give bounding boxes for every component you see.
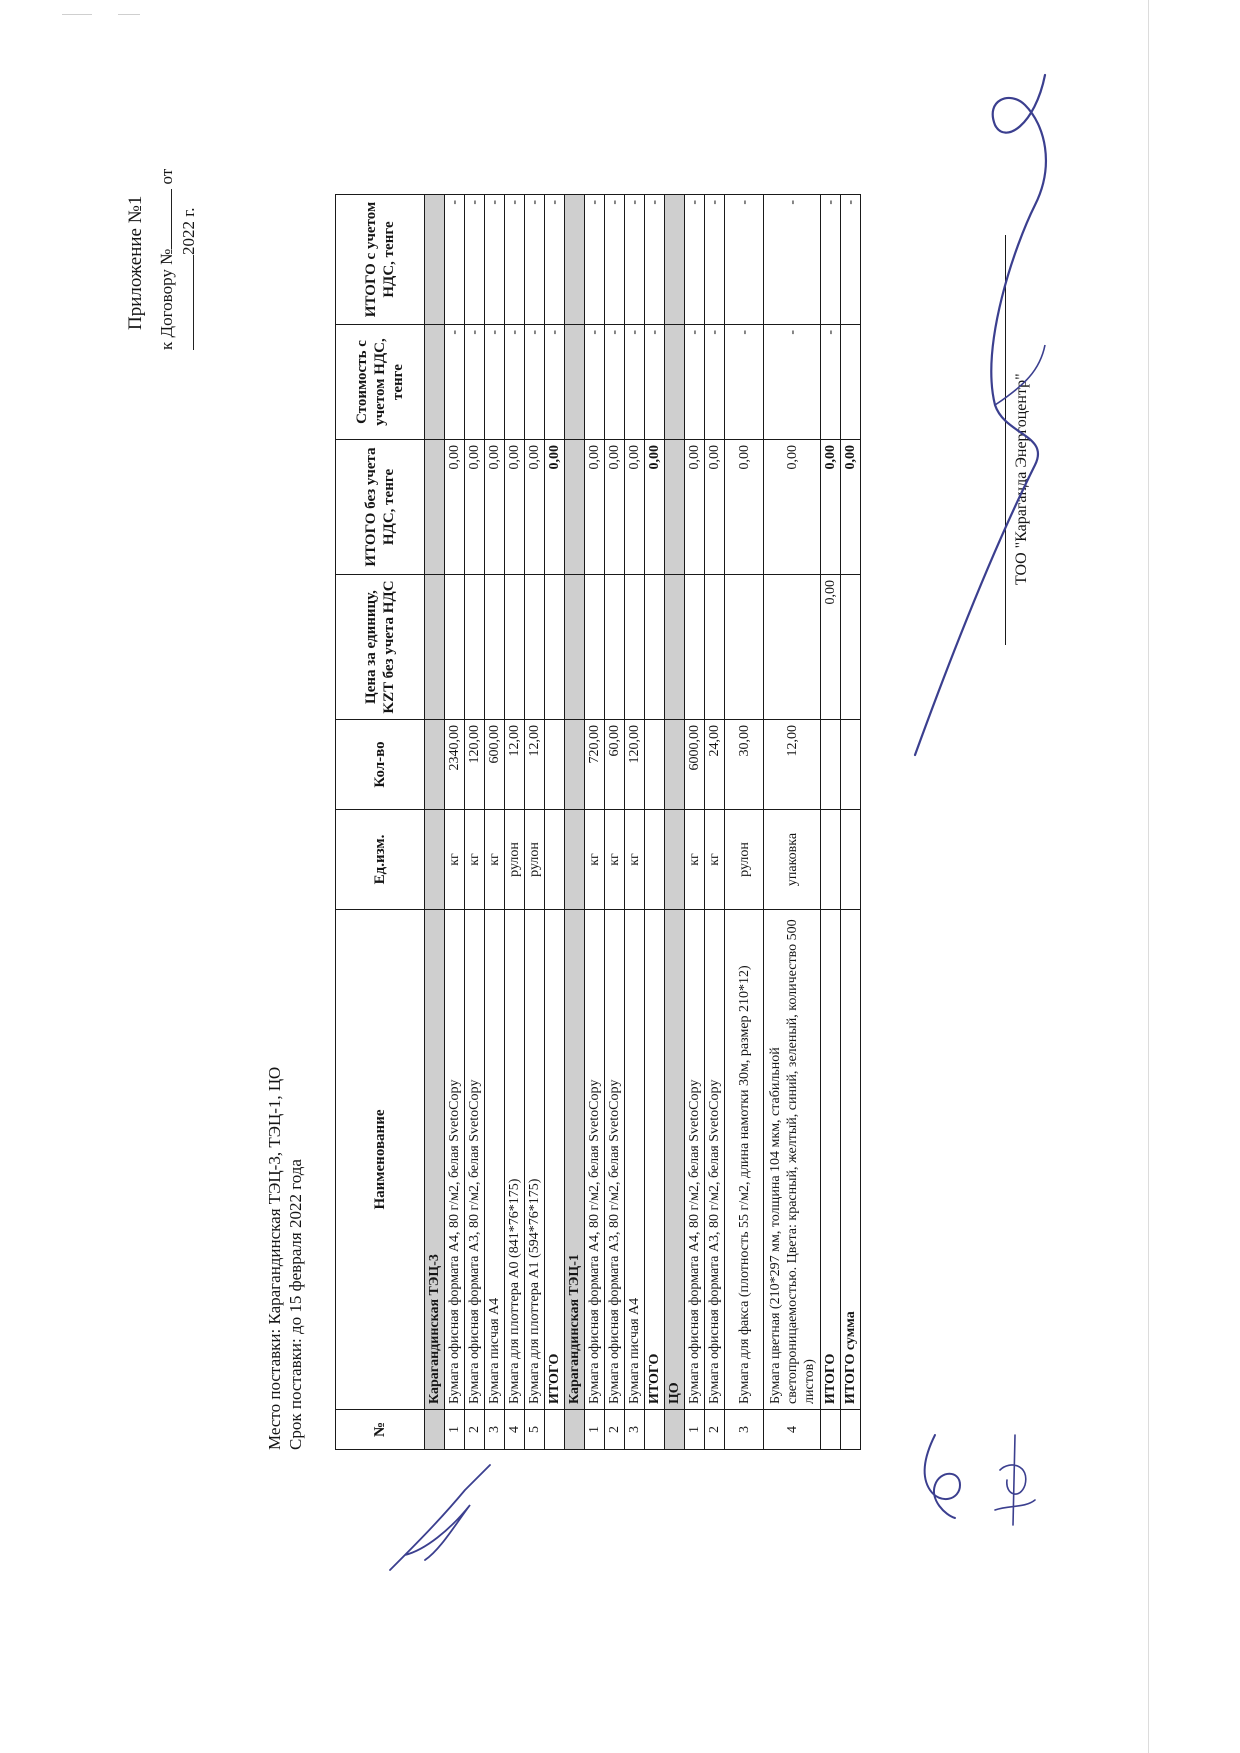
table-row: 3 Бумага для факса (плотность 55 г/м2, длина намотки 30м, размер 210*12) рулон 30,00 0,00 - -: [725, 195, 764, 1450]
contract-year: 2022 г.: [179, 207, 198, 255]
appendix-title: Приложение №1: [125, 195, 146, 330]
table-row: 5 Бумага для плоттера А1 (594*76*175) рулон 12,00 0,00 - -: [525, 195, 545, 1450]
table-row: 1 Бумага офисная формата А4, 80 г/м2, белая SvetoCopy кг 720,00 0,00 - -: [585, 195, 605, 1450]
delivery-term: Срок поставки: до 15 февраля 2022 года: [286, 1159, 305, 1450]
table-row: 1 Бумага офисная формата А4, 80 г/м2, белая SvetoCopy кг 2340,00 0,00 - -: [445, 195, 465, 1450]
section-title: Карагандинская ТЭЦ-1: [565, 910, 585, 1410]
section-total-row: ИТОГО 0,00 - -: [645, 195, 665, 1450]
signature-bottom-center: [905, 1430, 975, 1520]
section-title: ЦО: [665, 910, 685, 1410]
scan-noise: [62, 14, 92, 19]
section-row: [425, 195, 445, 1450]
contract-from: от: [157, 168, 176, 185]
table-row: 2 Бумага офисная формата А3, 80 г/м2, белая SvetoCopy кг 60,00 0,00 - -: [605, 195, 625, 1450]
section-row: [565, 195, 585, 1450]
specification-table: [335, 194, 861, 1450]
contract-date-blank: [193, 255, 194, 350]
table-row: 2 Бумага офисная формата А3, 80 г/м2, белая SvetoCopy кг 24,00 0,00 - -: [705, 195, 725, 1450]
col-number: №: [336, 1410, 425, 1450]
signature-bottom-right: [985, 1430, 1045, 1530]
section-title: Карагандинская ТЭЦ-3: [425, 910, 445, 1410]
rotated-page: [125, 45, 1225, 1545]
contract-number-blank: [171, 189, 172, 249]
signature-large: [885, 65, 1085, 765]
table-row: 1 Бумага офисная формата А4, 80 г/м2, белая SvetoCopy кг 6000,00 0,00 - -: [685, 195, 705, 1450]
col-name: Наименование: [336, 910, 425, 1410]
table-header: [336, 195, 425, 1450]
table-row: 4 Бумага цветная (210*297 мм, толщина 104 мкм, стабильной светопроницаемостью. Цвета: красный, желтый, синий, зеленый, количество 500 листов) упаковка 12,00 0,00 - -: [764, 195, 821, 1450]
table-row: 3 Бумага писчая А4 кг 120,00 0,00 - -: [625, 195, 645, 1450]
col-total-vat: ИТОГО с учетом НДС, тенге: [336, 195, 425, 325]
contract-prefix: к Договору №: [157, 248, 176, 350]
table-row: 2 Бумага офисная формата А3, 80 г/м2, белая SvetoCopy кг 120,00 0,00 - -: [465, 195, 485, 1450]
col-qty: Кол-во: [336, 720, 425, 810]
col-unit: Ед.изм.: [336, 810, 425, 910]
organization-name: ТОО "Караганда Энергоцентр": [1013, 373, 1030, 585]
scan-noise: [118, 14, 140, 19]
col-price: Цена за единицу, KZT без учета НДС: [336, 575, 425, 720]
contract-date: [179, 207, 199, 350]
contract-reference: [157, 169, 177, 350]
grand-total-row: ИТОГО сумма 0,00 -: [841, 195, 861, 1450]
signature-bottom-left: [385, 1460, 495, 1580]
section-row: [665, 195, 685, 1450]
table-row: 3 Бумага писчая А4 кг 600,00 0,00 - -: [485, 195, 505, 1450]
col-cost-vat: Стоимость с учетом НДС, тенге: [336, 325, 425, 440]
col-total-no-vat: ИТОГО без учета НДС, тенге: [336, 440, 425, 575]
section-total-row: ИТОГО 0,00 0,00 - -: [821, 195, 841, 1450]
table-row: 4 Бумага для плоттера А0 (841*76*175) рулон 12,00 0,00 - -: [505, 195, 525, 1450]
section-total-row: ИТОГО 0,00 - -: [545, 195, 565, 1450]
delivery-place: Место поставки: Карагандинская ТЭЦ-3, ТЭЦ-1, ЦО: [265, 1066, 284, 1450]
